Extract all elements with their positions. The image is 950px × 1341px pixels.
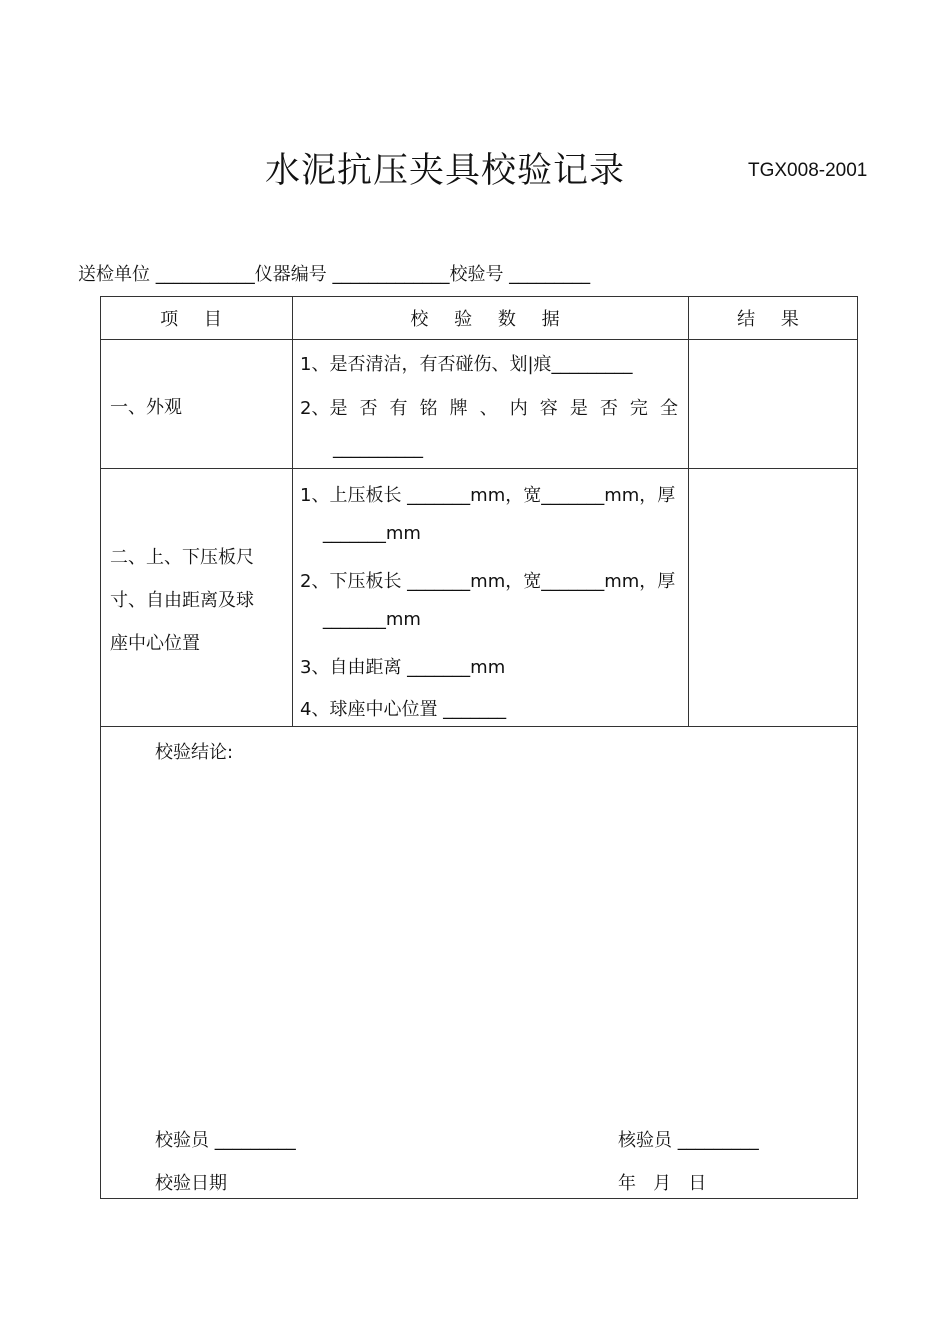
row1-line1: 1、是否清洁，有否碰伤、划|痕_________ <box>300 354 633 375</box>
row1-line2-char: 牌 <box>449 398 468 419</box>
inspection-date-label: 校验日期 <box>155 1173 227 1194</box>
table-rule-row1 <box>100 468 858 469</box>
row2-line: 3、自由距离 _______mm <box>300 657 506 678</box>
table-rule-header <box>100 339 858 340</box>
table-col-divider-1 <box>292 296 293 727</box>
row1-line2-char: 是 <box>569 398 588 419</box>
row1-line2 <box>300 394 678 420</box>
submission-info-line: 送检单位 ___________仪器编号 _____________校验号 _________ <box>78 264 591 285</box>
checker-signature-line: 核验员 _________ <box>618 1130 759 1151</box>
document-title: 水泥抗压夹具校验记录 <box>264 151 625 191</box>
row1-item: 一、外观 <box>110 397 182 418</box>
row1-line2-char: 容 <box>539 398 558 419</box>
table-rule-row2 <box>100 726 858 727</box>
conclusion-label: 校验结论: <box>155 742 234 763</box>
row1-line3: __________ <box>333 438 423 459</box>
row2-line: _______mm <box>300 523 421 544</box>
header-data: 校 验 数 据 <box>410 309 570 330</box>
row2-item-line: 寸、自由距离及球 <box>110 590 254 611</box>
header-result: 结 果 <box>737 309 809 330</box>
inspector-signature-line: 校验员 _________ <box>155 1130 296 1151</box>
table-col-divider-2 <box>688 296 689 727</box>
row2-line: 2、下压板长 _______mm，宽_______mm，厚 <box>300 571 676 592</box>
row1-line2-char: 完 <box>629 398 648 419</box>
row2-line: _______mm <box>300 609 421 630</box>
row1-line2-char: 2、是 <box>300 398 348 419</box>
row1-line2-char: 否 <box>599 398 618 419</box>
row2-line: 4、球座中心位置 _______ <box>300 699 507 720</box>
row1-line2-char: 铭 <box>419 398 438 419</box>
row2-item-line: 二、上、下压板尺 <box>110 547 254 568</box>
row1-line2-char: 内 <box>509 398 528 419</box>
row1-line2-char: 否 <box>359 398 378 419</box>
header-item: 项 目 <box>160 309 232 330</box>
document-code: TGX008-2001 <box>748 160 868 181</box>
date-fill-line: 年 月 日 <box>618 1173 707 1194</box>
row1-line2-char: 、 <box>479 398 498 419</box>
row2-line: 1、上压板长 _______mm，宽_______mm，厚 <box>300 485 676 506</box>
row1-line2-char: 全 <box>659 398 678 419</box>
row1-line2-char: 有 <box>389 398 408 419</box>
row2-item-line: 座中心位置 <box>110 633 200 654</box>
